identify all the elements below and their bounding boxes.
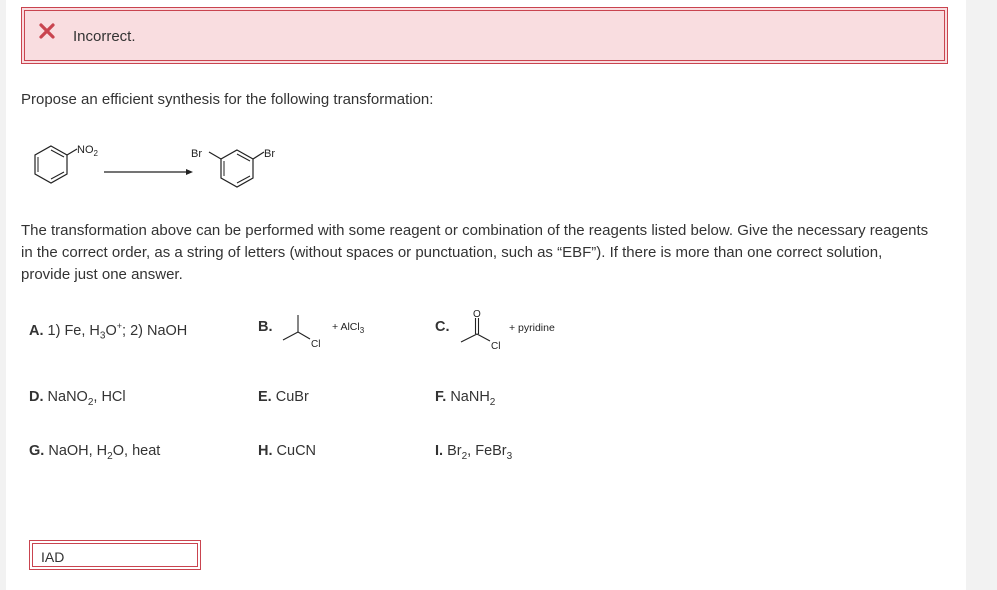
reactant-group-subscript: 2 [93, 149, 98, 158]
option-c-oxygen-label: O [473, 309, 481, 320]
reactant-group-label: NO [77, 144, 94, 156]
question-prompt: Propose an efficient synthesis for the following transformation: [21, 91, 434, 108]
option-c: C. [435, 319, 450, 335]
option-b-chloro-label: Cl [311, 339, 321, 350]
option-c-chloro-label: Cl [491, 341, 501, 352]
answer-box[interactable] [29, 540, 201, 570]
option-b: B. [258, 319, 273, 335]
option-e: E. CuBr [258, 389, 309, 405]
product-left-bromo-label: Br [191, 148, 202, 160]
option-c-extra: + pyridine [509, 322, 555, 334]
option-b-extra: + AlCl [332, 321, 360, 333]
option-f: F. NaNH$_2$ [435, 389, 496, 408]
option-g: G. NaOH, $H_2O$, heat [29, 443, 161, 462]
option-a: A. 1) Fe, $H_3O^+$; 2) NaOH [29, 321, 188, 342]
feedback-status-text: Incorrect. [73, 28, 136, 45]
answer-input[interactable] [41, 548, 191, 566]
option-i: I. $Br_2$, FeBr$_3$ [435, 443, 513, 462]
product-right-bromo-label: Br [264, 148, 275, 160]
answer-box-inner [32, 543, 198, 567]
question-description: The transformation above can be performed with some reagent or combination of the reagents listed below. Give the necessary reagents in the correct order, as a string of letters (without spaces or punctuation, such as “EBF”). If there is more than one correct solution, provide just one answer. [21, 222, 929, 283]
option-d: D. NaNO$_2$, HCl [29, 389, 126, 408]
option-h: H. CuCN [258, 443, 317, 459]
option-b-extra-subscript: 3 [359, 326, 365, 335]
